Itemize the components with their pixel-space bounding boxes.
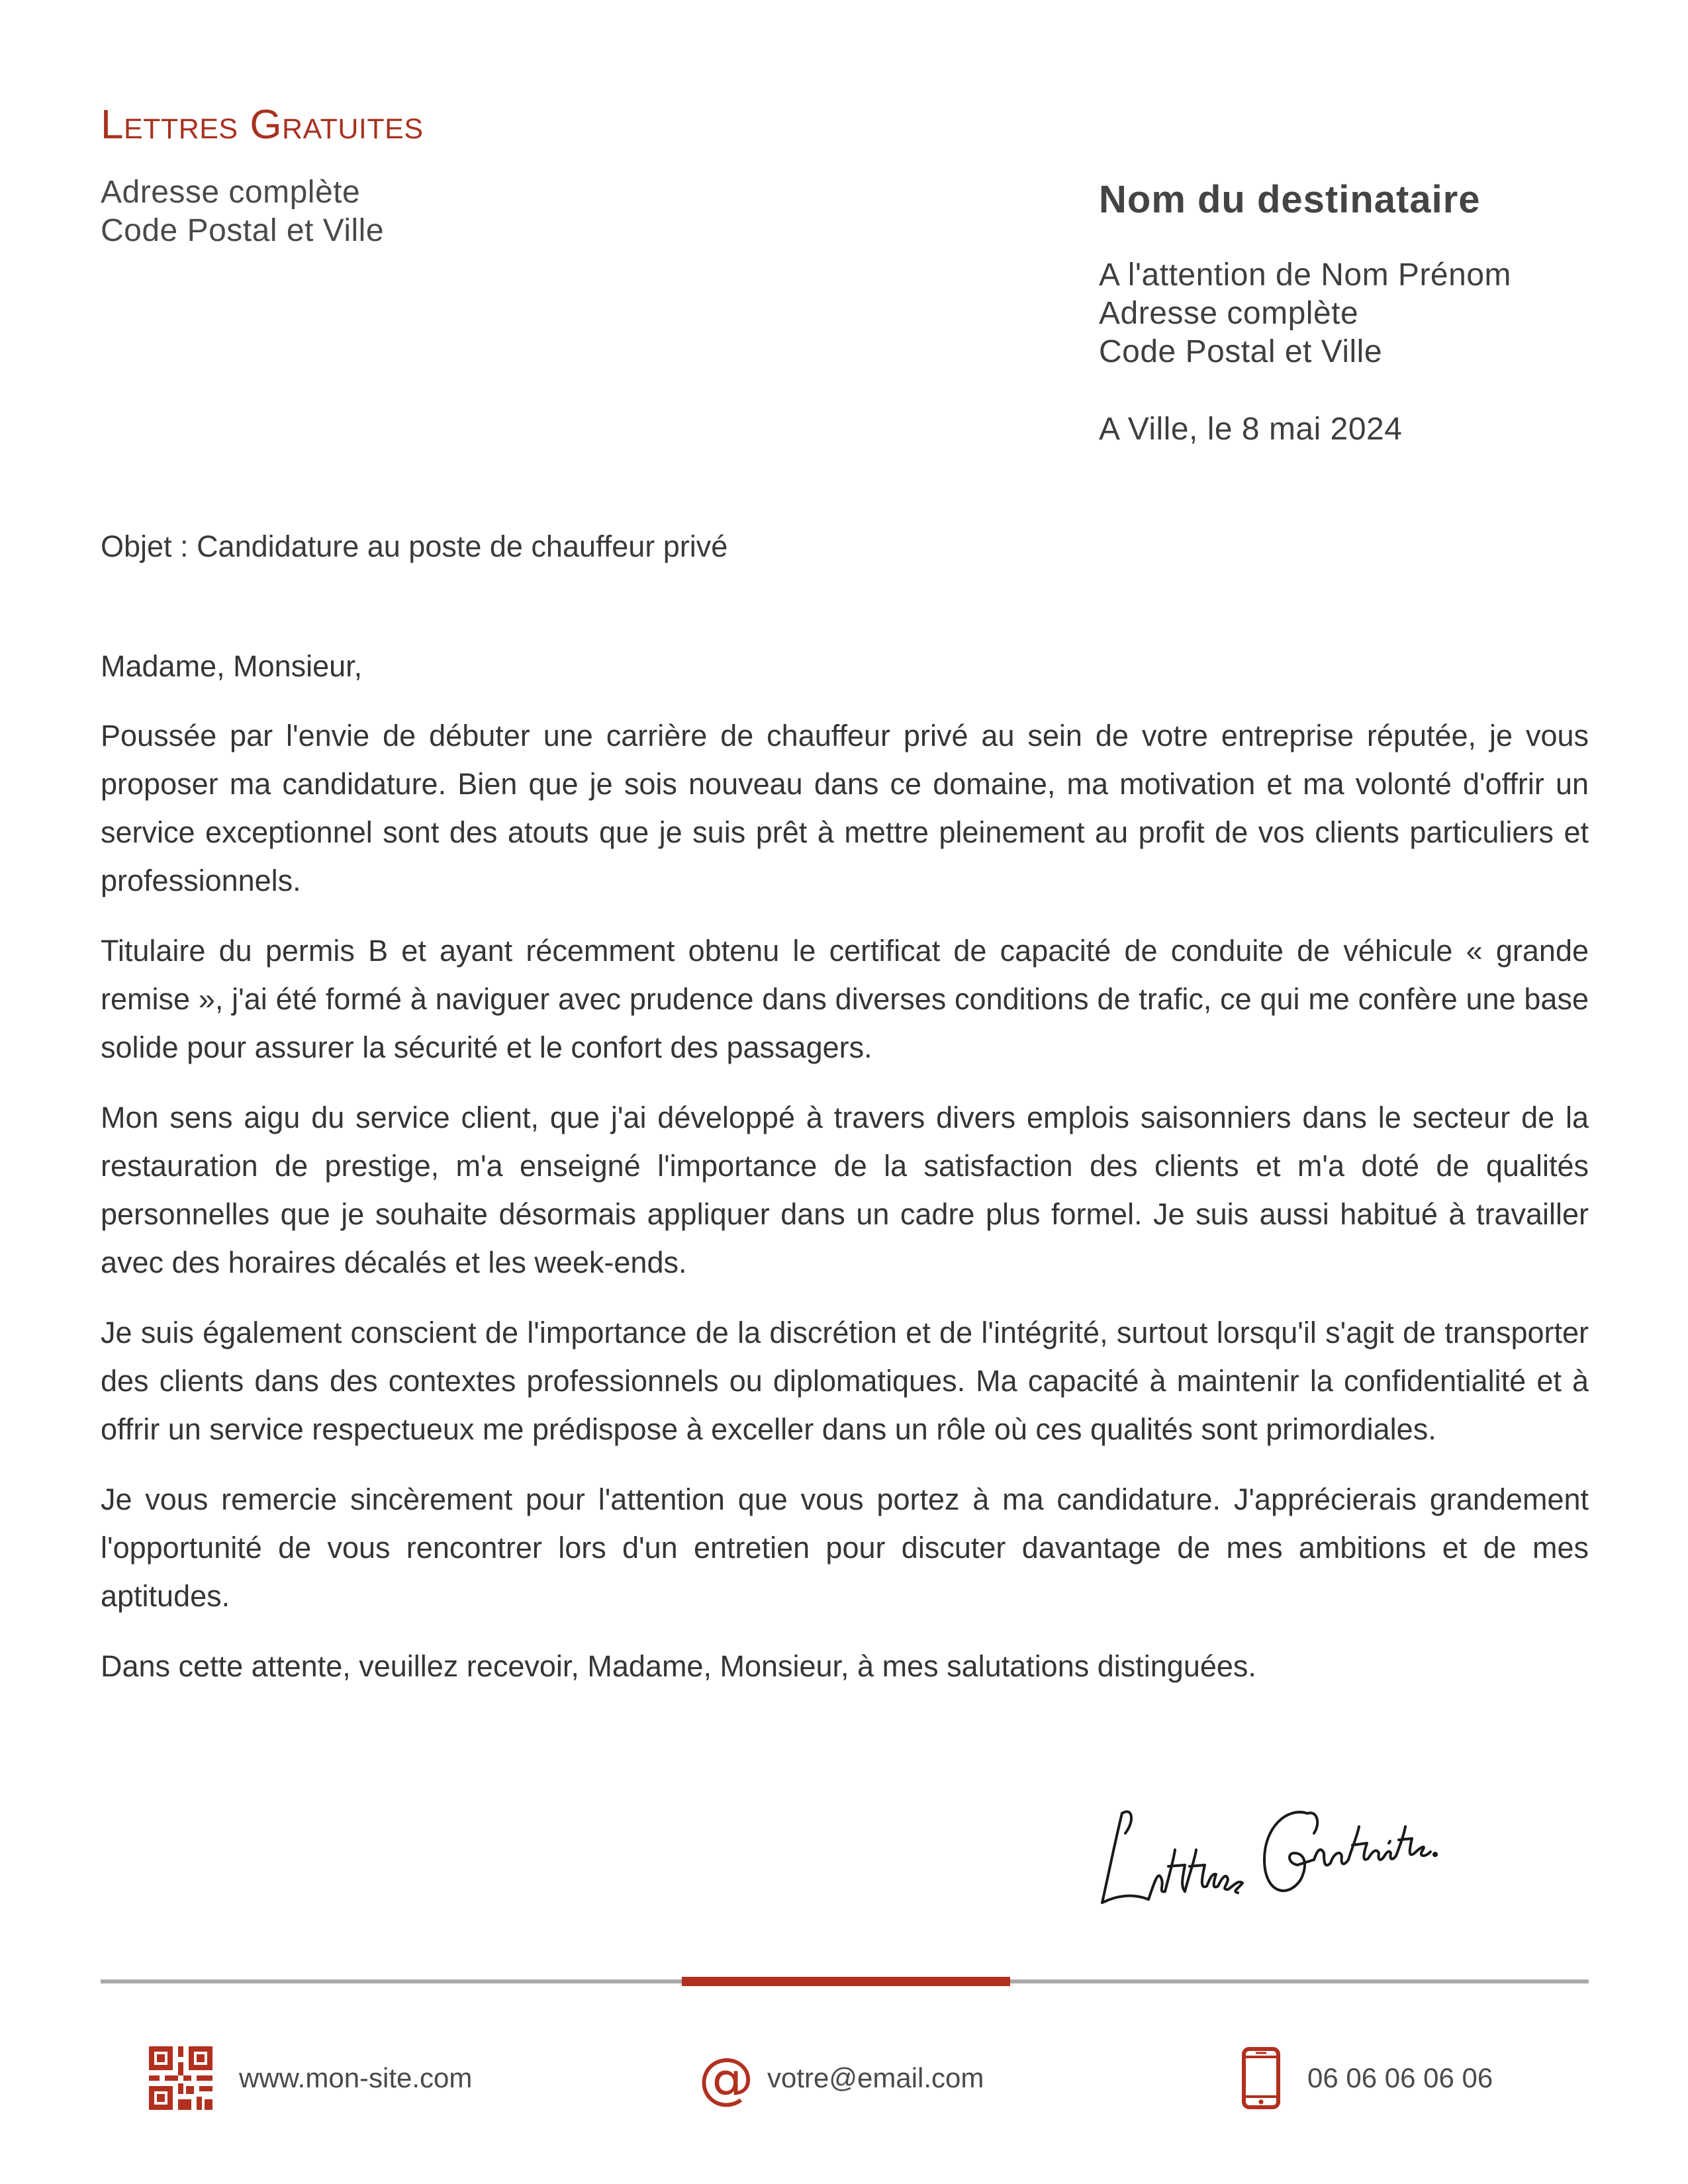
footer-website <box>149 2045 472 2111</box>
footer-email <box>698 2045 984 2111</box>
recipient-block <box>1099 177 1511 447</box>
recipient-name: Nom du destinataire <box>1099 178 1481 221</box>
phone-text[interactable]: 06 06 06 06 06 <box>1307 2062 1493 2093</box>
qr-code-icon <box>149 2046 212 2110</box>
letter-paragraph-1: Poussée par l'envie de débuter une carrière de chauffeur privé au sein de votre entreprise réputée, je vous proposer ma candidature. Bien que je sois nouveau dans ce domaine, ma motivation et ma volonté d'offrir un service exceptionnel sont des atouts que je suis prêt à mettre pleinement au profit de vos clients particuliers et professionnels. <box>101 719 1589 897</box>
brand-name: Lettres Gratuites <box>101 102 424 148</box>
website-text[interactable]: www.mon-site.com <box>239 2062 473 2093</box>
letter-date: A Ville, le 8 mai 2024 <box>1099 412 1403 447</box>
letter-paragraph-4: Je suis également conscient de l'importance de la discrétion et de l'intégrité, surtout lorsqu'il s'agit de transporter des clients dans des contextes professionnels ou diplomatiques. Ma capacité à maintenir la confidentialité et à offrir un service respectueux me prédispose à exceller dans un rôle où ces qualités sont primordiales. <box>101 1316 1589 1446</box>
sender-address: Adresse complète <box>101 175 361 210</box>
letter-paragraph-3: Mon sens aigu du service client, que j'ai développé à travers divers emplois saisonniers dans le secteur de la restauration de prestige, m'a enseigné l'importance de la satisfaction des clients et m'a doté de qualités personnelles que je souhaite désormais appliquer dans un cadre plus formel. Je suis aussi habitué à travailler avec des horaires décalés et les week-ends. <box>101 1101 1589 1279</box>
recipient-address: Adresse complète <box>1099 296 1359 331</box>
letter-greeting: Madame, Monsieur, <box>101 649 363 683</box>
sender-city: Code Postal et Ville <box>101 213 385 248</box>
sender-address-block <box>101 173 384 250</box>
letter-body <box>101 642 1589 1712</box>
email-text[interactable]: votre@email.com <box>767 2062 984 2093</box>
recipient-attention: A l'attention de Nom Prénom <box>1099 257 1511 293</box>
at-sign-icon: @ <box>698 2046 754 2111</box>
letter-subject: Objet : Candidature au poste de chauffeur privé <box>101 529 728 563</box>
letter-paragraph-5: Je vous remercie sincèrement pour l'attention que vous portez à ma candidature. J'apprécierais grandement l'opportunité de vous rencontrer lors d'un entretien pour discuter davantage de mes ambitions et de mes aptitudes. <box>101 1482 1589 1613</box>
footer-accent-bar <box>682 1977 1010 1986</box>
footer-phone <box>1241 2045 1493 2111</box>
letter-paragraph-6: Dans cette attente, veuillez recevoir, Madame, Monsieur, à mes salutations distinguées. <box>101 1649 1256 1683</box>
phone-icon <box>1241 2046 1281 2110</box>
handwritten-signature <box>1096 1787 1440 1933</box>
letter-paragraph-2: Titulaire du permis B et ayant récemment obtenu le certificat de capacité de conduite de véhicule « grande remise », j'ai été formé à naviguer avec prudence dans diverses conditions de trafic, ce qui me confère une base solide pour assurer la sécurité et le confort des passagers. <box>101 934 1589 1064</box>
recipient-address-block <box>1099 256 1511 371</box>
recipient-city: Code Postal et Ville <box>1099 334 1383 369</box>
